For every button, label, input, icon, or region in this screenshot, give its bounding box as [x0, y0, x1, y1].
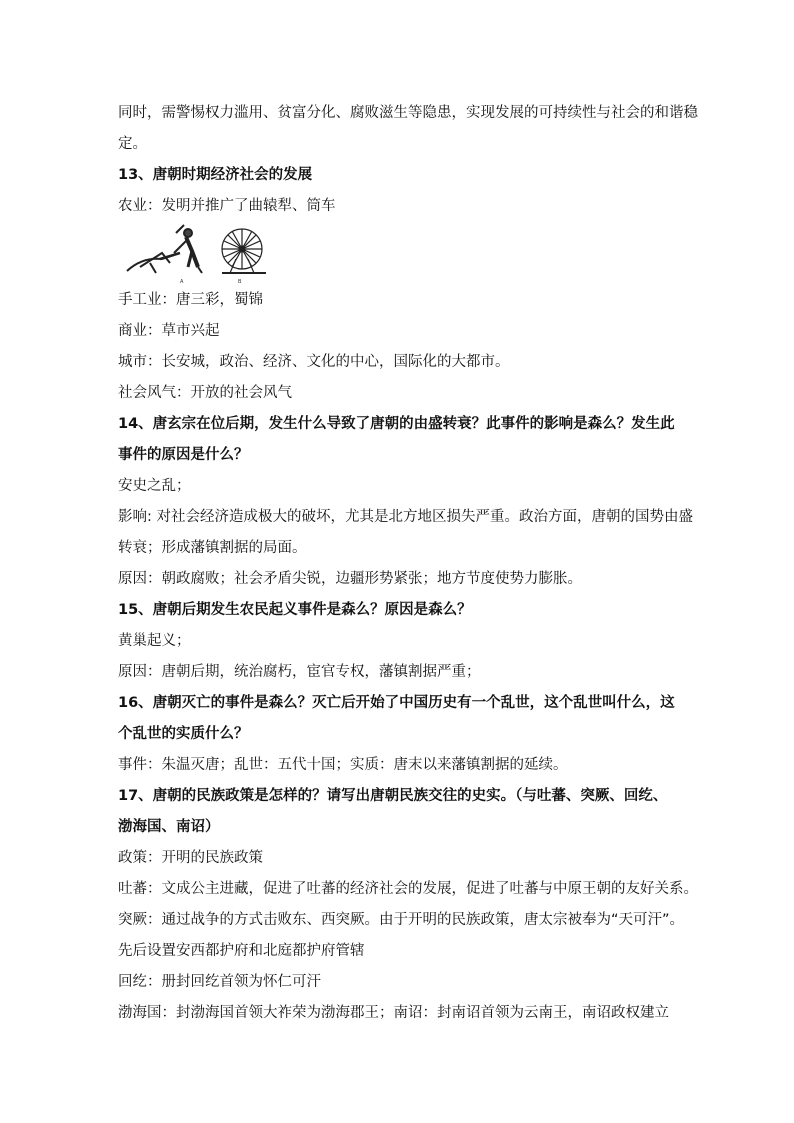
section-heading-16: 16、唐朝灭亡的事件是森么？灭亡后开始了中国历史有一个乱世，这个乱世叫什么，这 [118, 695, 675, 711]
text-line: 手工业：唐三彩，蜀锦 [118, 292, 263, 308]
text-line: 回纥：册封回纥首领为怀仁可汗 [118, 974, 321, 990]
text-line: 城市：长安城，政治、经济、文化的中心，国际化的大都市。 [118, 354, 510, 370]
text-line: 吐蕃：文成公主进藏，促进了吐蕃的经济社会的发展，促进了吐蕃与中原王朝的友好关系。 [118, 881, 698, 897]
section-heading-16-cont: 个乱世的实质什么？ [118, 726, 249, 742]
text-line: 突厥：通过战争的方式击败东、西突厥。由于开明的民族政策，唐太宗被奉为“天可汗”。 [118, 912, 685, 928]
text-line: 社会风气：开放的社会风气 [118, 385, 292, 401]
figure-label-b: B [238, 279, 242, 285]
text-line: 先后设置安西都护府和北庭都护府管辖 [118, 943, 365, 959]
text-line: 商业：草市兴起 [118, 323, 220, 339]
text-line: 定。 [118, 136, 147, 152]
curved-plow-illustration [127, 225, 202, 273]
text-line: 黄巢起义； [118, 633, 191, 649]
text-line: 同时，需警惕权力滥用、贫富分化、腐败滋生等隐患，实现发展的可持续性与社会的和谐稳 [118, 105, 698, 121]
text-line: 事件：朱温灭唐；乱世：五代十国；实质：唐末以来藩镇割据的延续。 [118, 757, 568, 773]
text-line: 渤海国：封渤海国首领大祚荣为渤海郡王；南诏：封南诏首领为云南王，南诏政权建立 [118, 1005, 669, 1021]
section-heading-14: 14、唐玄宗在位后期，发生什么导致了唐朝的由盛转衰？此事件的影响是森么？发生此 [118, 416, 675, 432]
section-heading-17: 17、唐朝的民族政策是怎样的？请写出唐朝民族交往的史实。（与吐蕃、突厥、回纥、 [118, 788, 668, 804]
water-wheel-illustration [222, 229, 266, 273]
section-heading-13: 13、唐朝时期经济社会的发展 [118, 167, 313, 183]
text-line: 原因：朝政腐败；社会矛盾尖锐，边疆形势紧张；地方节度使势力膨胀。 [118, 571, 582, 587]
section-heading-14-cont: 事件的原因是什么？ [118, 447, 249, 463]
figure-label-a: A [180, 279, 184, 285]
text-line: 原因：唐朝后期，统治腐朽，宦官专权，藩镇割据严重； [118, 664, 481, 680]
plow-and-waterwheel-figure [122, 223, 282, 285]
text-line: 转衰；形成藩镇割据的局面。 [118, 540, 307, 556]
section-heading-17-cont: 渤海国、南诏） [118, 819, 220, 835]
text-line: 影响: 对社会经济造成极大的破坏，尤其是北方地区损失严重。政治方面，唐朝的国势由盛 [118, 509, 693, 525]
section-heading-15: 15、唐朝后期发生农民起义事件是森么？原因是森么？ [118, 602, 472, 618]
text-line: 安史之乱； [118, 478, 191, 494]
text-line: 农业：发明并推广了曲辕犁、筒车 [118, 198, 336, 214]
text-line: 政策：开明的民族政策 [118, 850, 263, 866]
